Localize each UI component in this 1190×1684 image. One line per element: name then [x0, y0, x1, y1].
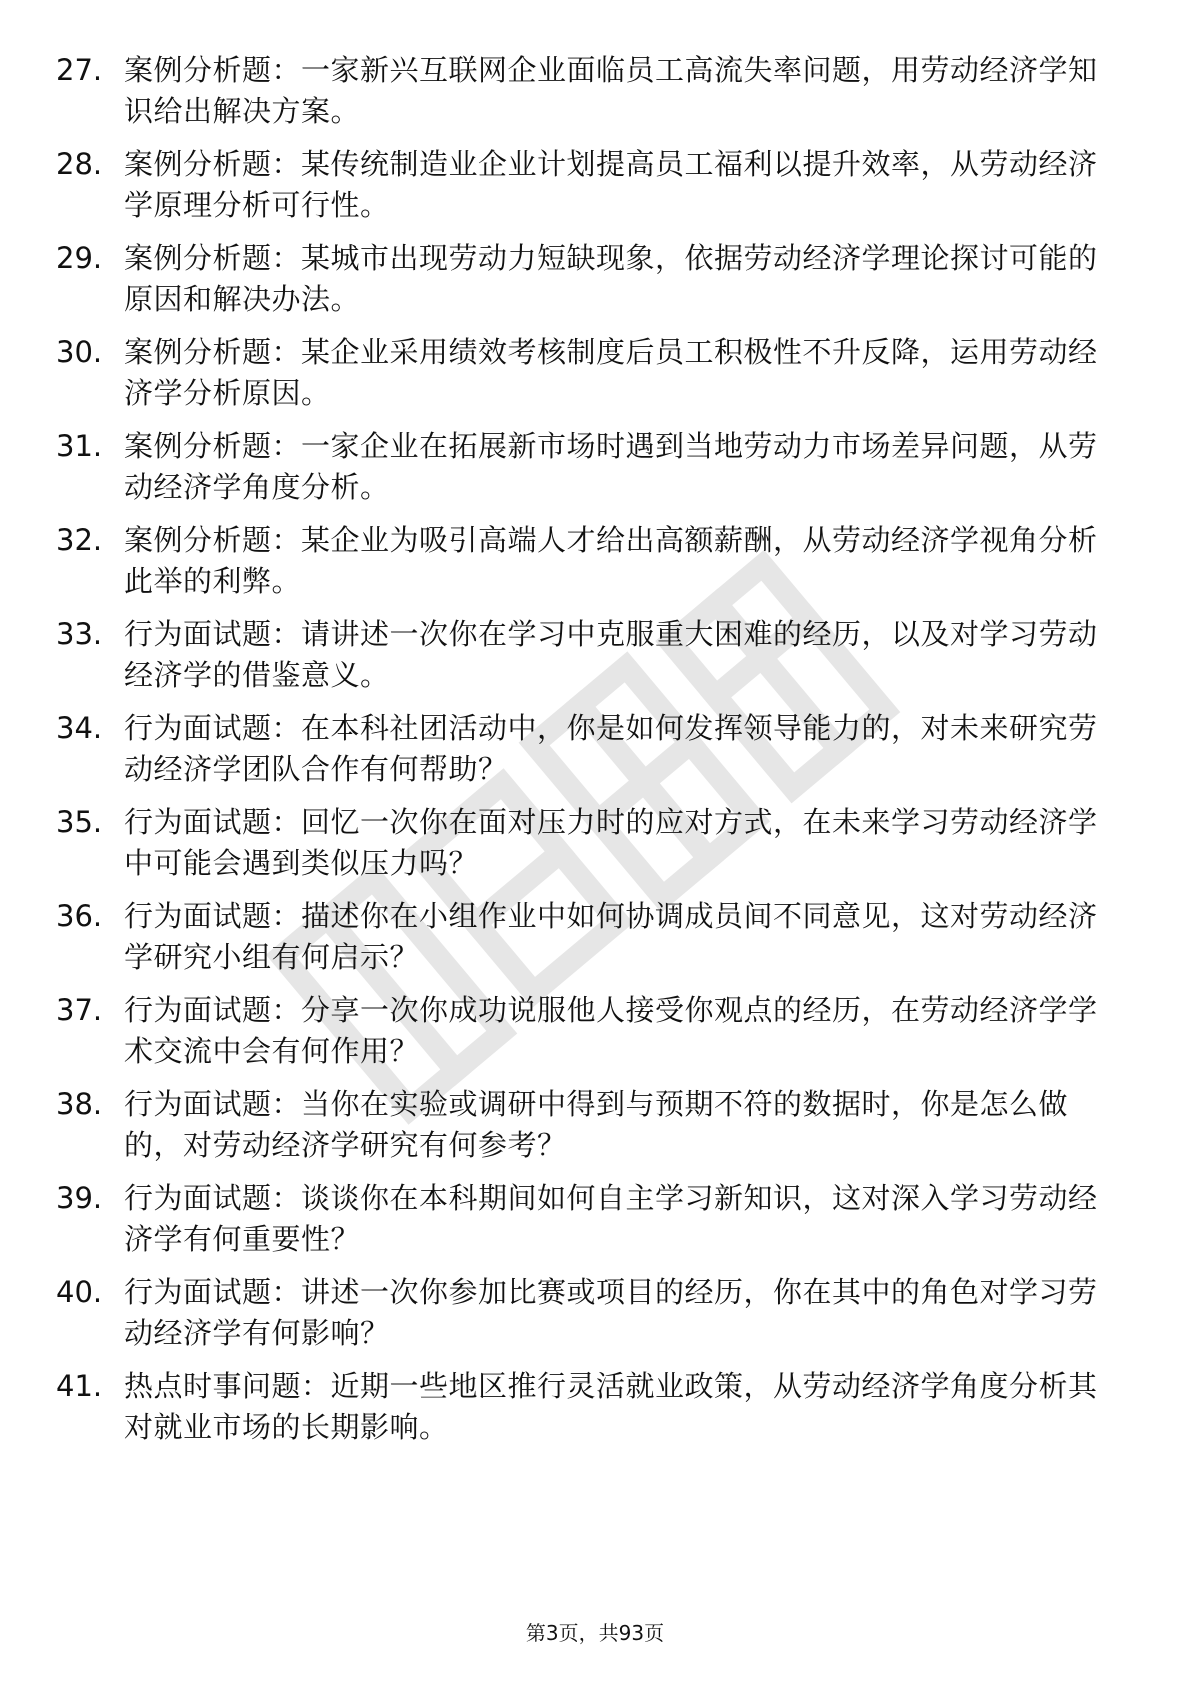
question-item — [56, 332, 1116, 414]
question-text: 行为面试题：讲述一次你参加比赛或项目的经历，你在其中的角色对学习劳动经济学有何影响？ — [124, 1275, 1098, 1350]
question-item — [56, 426, 1116, 508]
question-number: 30. — [56, 335, 103, 369]
question-text: 行为面试题：请讲述一次你在学习中克服重大困难的经历，以及对学习劳动经济学的借鉴意义。 — [124, 617, 1098, 692]
question-number: 33. — [56, 617, 103, 651]
question-text: 行为面试题：描述你在小组作业中如何协调成员间不同意见，这对劳动经济学研究小组有何启示？ — [124, 899, 1098, 974]
question-number: 35. — [56, 805, 103, 839]
question-number: 36. — [56, 899, 103, 933]
question-item — [56, 1178, 1116, 1260]
question-item — [56, 990, 1116, 1072]
question-number: 37. — [56, 993, 103, 1027]
question-item — [56, 520, 1116, 602]
page-footer — [0, 1621, 1190, 1645]
question-item — [56, 50, 1116, 132]
question-text: 案例分析题：一家企业在拓展新市场时遇到当地劳动力市场差异问题，从劳动经济学角度分析。 — [124, 429, 1098, 504]
question-item — [56, 614, 1116, 696]
question-number: 40. — [56, 1275, 103, 1309]
question-text: 案例分析题：一家新兴互联网企业面临员工高流失率问题，用劳动经济学知识给出解决方案。 — [124, 53, 1098, 128]
question-number: 39. — [56, 1181, 103, 1215]
question-text: 行为面试题：回忆一次你在面对压力时的应对方式，在未来学习劳动经济学中可能会遇到类似压力吗？ — [124, 805, 1098, 880]
question-text: 行为面试题：在本科社团活动中，你是如何发挥领导能力的，对未来研究劳动经济学团队合作有何帮助？ — [124, 711, 1098, 786]
question-text: 行为面试题：谈谈你在本科期间如何自主学习新知识，这对深入学习劳动经济学有何重要性？ — [124, 1181, 1098, 1256]
question-number: 28. — [56, 147, 103, 181]
question-number: 31. — [56, 429, 103, 463]
question-item — [56, 144, 1116, 226]
question-number: 41. — [56, 1369, 103, 1403]
question-text: 热点时事问题：近期一些地区推行灵活就业政策，从劳动经济学角度分析其对就业市场的长期影响。 — [124, 1369, 1098, 1444]
page-number-label: 第3页，共93页 — [525, 1621, 665, 1645]
question-item — [56, 708, 1116, 790]
question-item — [56, 802, 1116, 884]
question-number: 38. — [56, 1087, 103, 1121]
question-number: 34. — [56, 711, 103, 745]
question-text: 案例分析题：某企业采用绩效考核制度后员工积极性不升反降，运用劳动经济学分析原因。 — [124, 335, 1098, 410]
question-text: 案例分析题：某企业为吸引高端人才给出高额薪酬，从劳动经济学视角分析此举的利弊。 — [124, 523, 1098, 598]
question-text: 案例分析题：某城市出现劳动力短缺现象，依据劳动经济学理论探讨可能的原因和解决办法。 — [124, 241, 1098, 316]
question-item — [56, 238, 1116, 320]
question-item — [56, 1366, 1116, 1448]
question-item — [56, 1272, 1116, 1354]
question-number: 27. — [56, 53, 103, 87]
question-text: 行为面试题：当你在实验或调研中得到与预期不符的数据时，你是怎么做的，对劳动经济学研究有何参考？ — [124, 1087, 1069, 1162]
question-text: 案例分析题：某传统制造业企业计划提高员工福利以提升效率，从劳动经济学原理分析可行性。 — [124, 147, 1098, 222]
question-number: 32. — [56, 523, 103, 557]
question-item — [56, 1084, 1116, 1166]
question-item — [56, 896, 1116, 978]
question-text: 行为面试题：分享一次你成功说服他人接受你观点的经历，在劳动经济学学术交流中会有何作用？ — [124, 993, 1098, 1068]
question-list — [56, 50, 1116, 1460]
question-number: 29. — [56, 241, 103, 275]
